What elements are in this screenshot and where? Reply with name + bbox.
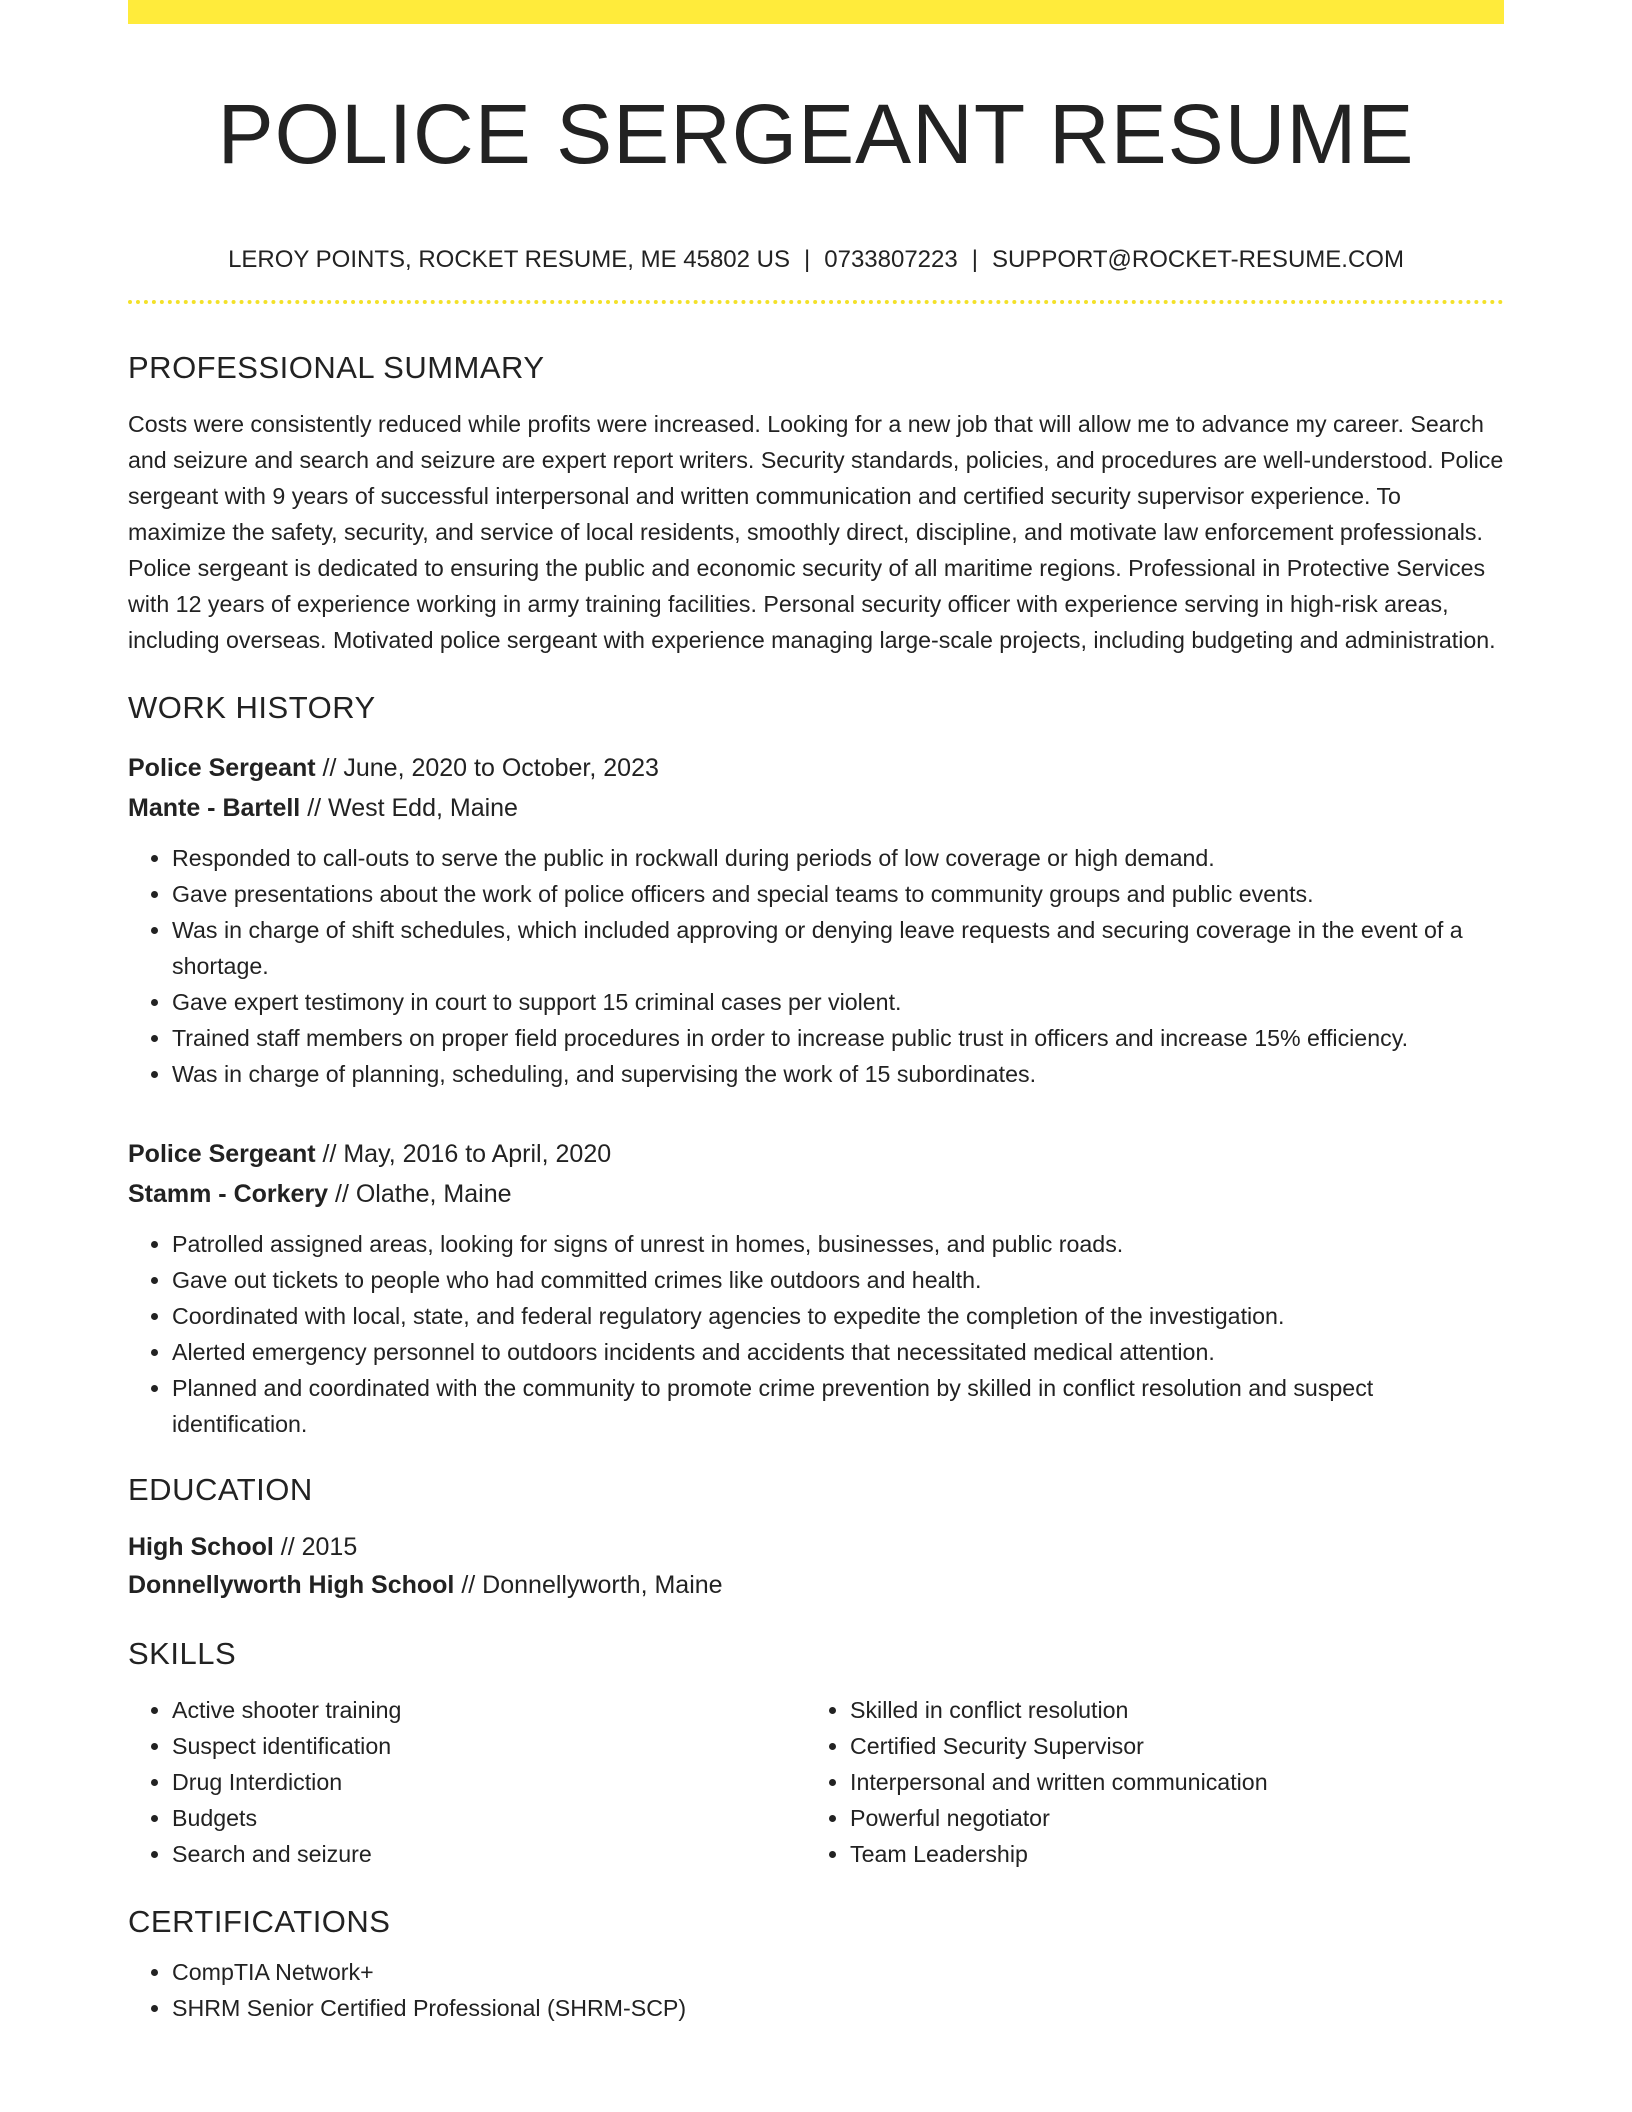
job-entry [128, 1134, 1504, 1442]
job-dates: // May, 2016 to April, 2020 [315, 1140, 612, 1168]
work-history-heading: WORK HISTORY [128, 690, 376, 725]
skills-heading: SKILLS [128, 1636, 237, 1671]
skills-list-left [128, 1692, 806, 1872]
contact-line [128, 244, 1504, 276]
list-item: • Patrolled assigned areas, looking for signs of unrest in homes, businesses, and public roads. [172, 1226, 1504, 1262]
list-item: • Was in charge of planning, scheduling, and supervising the work of 15 subordinates. [172, 1056, 1504, 1092]
list-item: • Budgets [172, 1800, 806, 1836]
contact-separator: | [971, 246, 978, 273]
job-title: Police Sergeant [128, 754, 316, 782]
education-location: // Donnellyworth, Maine [454, 1571, 723, 1599]
job-employer: Mante - Bartell [128, 794, 301, 822]
list-item: • Responded to call-outs to serve the public in rockwall during periods of low coverage or high demand. [172, 840, 1504, 876]
job-employer: Stamm - Corkery [128, 1180, 329, 1208]
list-item: • Interpersonal and written communication [850, 1764, 1484, 1800]
job-duties-list [128, 840, 1504, 1092]
certifications-heading: CERTIFICATIONS [128, 1904, 391, 1939]
summary-text: Costs were consistently reduced while profits were increased. Looking for a new job that will allow me to advance my career. Search and seizure and search and seizure are expert report writers. Security standards, policies, and procedures are well-understood. Police sergeant with 9 years of successful interpersonal and written communication and certified security supervisor experience. To maximize the safety, security, and service of local residents, smoothly direct, discipline, and motivate law enforcement professionals. Police sergeant is dedicated to ensuring the public and economic security of all maritime regions. Professional in Protective Services with 12 years of experience working in army training facilities. Personal security officer with experience serving in high-risk areas, including overseas. Motivated police sergeant with experience managing large-scale projects, including budgeting and administration. [128, 411, 1504, 653]
education-entry [128, 1528, 1504, 1604]
education-year: // 2015 [273, 1533, 358, 1561]
list-item: • Planned and coordinated with the community to promote crime prevention by skilled in conflict resolution and suspect identification. [172, 1370, 1504, 1442]
education-school-line [128, 1566, 1504, 1604]
certifications-list [128, 1954, 1504, 2026]
dotted-divider [128, 300, 1504, 304]
list-item: • Active shooter training [172, 1692, 806, 1728]
list-item: • Was in charge of shift schedules, which included approving or denying leave requests and securing coverage in the event of a shortage. [172, 912, 1504, 984]
list-item: • Gave out tickets to people who had committed crimes like outdoors and health. [172, 1262, 1504, 1298]
list-item: • CompTIA Network+ [172, 1954, 1504, 1990]
skills-grid [128, 1692, 1504, 1872]
list-item: • Alerted emergency personnel to outdoors incidents and accidents that necessitated medical attention. [172, 1334, 1504, 1370]
contact-separator: | [804, 246, 811, 273]
resume-page [128, 0, 1504, 2026]
contact-phone: 0733807223 [824, 246, 958, 273]
list-item: • Suspect identification [172, 1728, 806, 1764]
job-location: // West Edd, Maine [300, 794, 518, 822]
education-school: Donnellyworth High School [128, 1571, 455, 1599]
list-item: • Gave presentations about the work of police officers and special teams to community groups and public events. [172, 876, 1504, 912]
list-item: • Certified Security Supervisor [850, 1728, 1484, 1764]
education-heading: EDUCATION [128, 1472, 313, 1507]
list-item: • Team Leadership [850, 1836, 1484, 1872]
summary-heading: PROFESSIONAL SUMMARY [128, 350, 545, 385]
education-degree: High School [128, 1533, 274, 1561]
education-degree-line [128, 1528, 1504, 1566]
job-title-line [128, 1134, 1504, 1174]
list-item: • Powerful negotiator [850, 1800, 1484, 1836]
accent-bar [128, 0, 1504, 24]
list-item: • Drug Interdiction [172, 1764, 806, 1800]
job-dates: // June, 2020 to October, 2023 [315, 754, 659, 782]
job-duties-list [128, 1226, 1504, 1442]
list-item: • Search and seizure [172, 1836, 806, 1872]
job-location: // Olathe, Maine [328, 1180, 512, 1208]
contact-email: SUPPORT@ROCKET-RESUME.COM [991, 246, 1404, 273]
list-item: • Trained staff members on proper field procedures in order to increase public trust in officers and increase 15% efficiency. [172, 1020, 1504, 1056]
job-entry [128, 748, 1504, 1092]
job-title-line [128, 748, 1504, 788]
list-item: • Skilled in conflict resolution [850, 1692, 1484, 1728]
contact-address: LEROY POINTS, ROCKET RESUME, ME 45802 US [228, 246, 791, 273]
skills-list-right [806, 1692, 1484, 1872]
list-item: • Gave expert testimony in court to support 15 criminal cases per violent. [172, 984, 1504, 1020]
job-title: Police Sergeant [128, 1140, 316, 1168]
list-item: • SHRM Senior Certified Professional (SHRM-SCP) [172, 1990, 1504, 2026]
page-title: POLICE SERGEANT RESUME [217, 87, 1415, 181]
job-employer-line [128, 1174, 1504, 1214]
job-employer-line [128, 788, 1504, 828]
list-item: • Coordinated with local, state, and federal regulatory agencies to expedite the completion of the investigation. [172, 1298, 1504, 1334]
